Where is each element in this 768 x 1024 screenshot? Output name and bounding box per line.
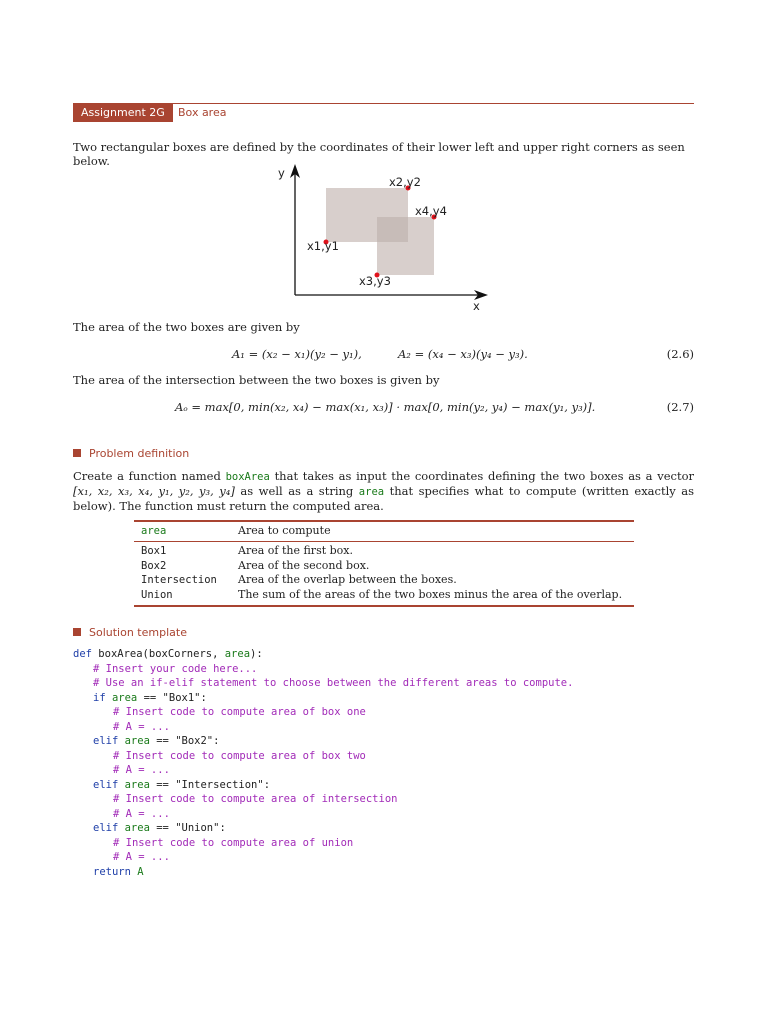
- table-cell-description: Area of the overlap between the boxes.: [238, 573, 457, 586]
- code-token: # A = ...: [113, 851, 170, 863]
- code-line: [113, 749, 366, 763]
- input-vector: [x₁, x₂, x₃, x₄, y₁, y₂, y₃, y₄]: [73, 484, 235, 498]
- problem-text-1: Create a function named: [73, 469, 221, 483]
- code-line: [113, 792, 397, 806]
- code-token: area: [124, 822, 150, 834]
- area-argument: area: [358, 486, 385, 498]
- code-token: == "Box1":: [137, 691, 207, 704]
- code-token: # Insert code to compute area of box one: [113, 706, 366, 718]
- section-square-icon: [73, 449, 81, 457]
- code-token: # Insert your code here...: [93, 662, 258, 675]
- boxes-figure: [270, 160, 500, 315]
- code-line: [113, 807, 170, 821]
- code-token: area: [224, 648, 251, 660]
- equation-number-2-7: (2.7): [666, 400, 694, 414]
- function-name: boxArea: [225, 471, 270, 483]
- code-token: # Insert code to compute area of union: [113, 836, 354, 849]
- problem-text-3: as well as a string: [240, 484, 354, 498]
- code-line: [93, 778, 270, 792]
- code-token: # Use an if-elif statement to choose between the different areas to compute.: [93, 677, 574, 689]
- table-cell-area: Intersection: [141, 574, 217, 586]
- code-token: # Insert code to compute area of intersection: [113, 793, 398, 805]
- table-cell-area: Union: [141, 588, 173, 601]
- code-token: A: [137, 865, 144, 878]
- label-x1y1: x1,y1: [307, 239, 339, 253]
- intro-paragraph: Two rectangular boxes are defined by the coordinates of their lower left and upper right corners as seen below.: [73, 140, 685, 168]
- axis-y-label: y: [278, 166, 285, 180]
- table-header-description: Area to compute: [238, 524, 331, 537]
- problem-paragraph: [73, 469, 694, 513]
- code-token: boxArea(boxCorners,: [98, 648, 225, 660]
- code-token: == "Box2":: [149, 735, 220, 747]
- code-token: == "Union":: [149, 822, 226, 834]
- table-cell-area: Box2: [141, 559, 167, 572]
- table-bottom-rule: [134, 605, 634, 607]
- solution-heading: [73, 626, 187, 639]
- code-token: area: [124, 778, 150, 791]
- code-line: [93, 662, 257, 676]
- code-token: area: [124, 735, 150, 747]
- table-cell-area: Box1: [141, 545, 167, 557]
- code-line: [113, 720, 170, 734]
- table-cell-description: The sum of the areas of the two boxes minus the area of the overlap.: [238, 587, 623, 601]
- problem-text-5: The function must return the computed area.: [119, 499, 384, 513]
- code-line: [113, 836, 353, 850]
- label-x4y4: x4,y4: [415, 204, 447, 218]
- assignment-tag: Assignment 2G: [73, 104, 173, 122]
- problem-text-2: that takes as input the coordinates defining the two boxes as a vector: [274, 469, 695, 483]
- area-options-table: [134, 520, 634, 610]
- code-token: # A = ...: [113, 764, 170, 776]
- problem-text-4: that specifies what to compute (written exactly as below).: [73, 484, 695, 513]
- code-token: area: [111, 691, 138, 704]
- table-cell-description: Area of the second box.: [238, 558, 370, 572]
- equation-overlap: Aₒ = max[0, min(x₂, x₄) − max(x₁, x₃)] · max[0, min(y₂, y₄) − max(y₁, y₃)].: [175, 400, 596, 414]
- overlap-region: [377, 217, 408, 242]
- code-token: ):: [250, 648, 263, 660]
- code-line: [93, 865, 144, 879]
- code-line: [93, 734, 219, 748]
- axis-x-label: x: [473, 299, 480, 313]
- code-block: [73, 647, 694, 887]
- assignment-title: Box area: [178, 106, 227, 119]
- equation-a2: A₂ = (x₄ − x₃)(y₄ − y₃).: [398, 347, 528, 361]
- equation-number-2-6: (2.6): [666, 347, 694, 361]
- code-line: [113, 850, 170, 864]
- table-header-area: area: [141, 525, 167, 537]
- code-token: return: [93, 865, 138, 878]
- table-top-rule: [134, 520, 634, 522]
- code-token: if: [93, 691, 112, 704]
- code-token: # A = ...: [113, 720, 170, 733]
- code-token: def: [73, 648, 99, 660]
- code-token: elif: [93, 778, 125, 791]
- code-token: # Insert code to compute area of box two: [113, 749, 366, 762]
- label-x2y2: x2,y2: [389, 175, 421, 189]
- code-line: [93, 676, 573, 690]
- table-cell-description: Area of the first box.: [238, 544, 353, 557]
- code-line: [93, 821, 226, 835]
- code-line: [73, 647, 263, 661]
- code-token: == "Intersection":: [149, 778, 271, 791]
- section-square-icon: [73, 628, 81, 636]
- table-mid-rule: [134, 541, 634, 542]
- label-x3y3: x3,y3: [359, 274, 391, 288]
- code-token: # A = ...: [113, 807, 170, 820]
- intersection-paragraph: The area of the intersection between the two boxes is given by: [73, 373, 440, 387]
- code-line: [93, 691, 207, 705]
- equation-a1: A₁ = (x₂ − x₁)(y₂ − y₁),: [232, 347, 362, 361]
- code-line: [113, 705, 366, 719]
- code-token: elif: [93, 735, 125, 747]
- code-line: [113, 763, 170, 777]
- solution-heading-text: Solution template: [89, 626, 187, 639]
- code-token: elif: [93, 822, 125, 834]
- area-paragraph: The area of the two boxes are given by: [73, 320, 300, 334]
- problem-heading-text: Problem definition: [89, 447, 190, 460]
- problem-heading: [73, 447, 189, 460]
